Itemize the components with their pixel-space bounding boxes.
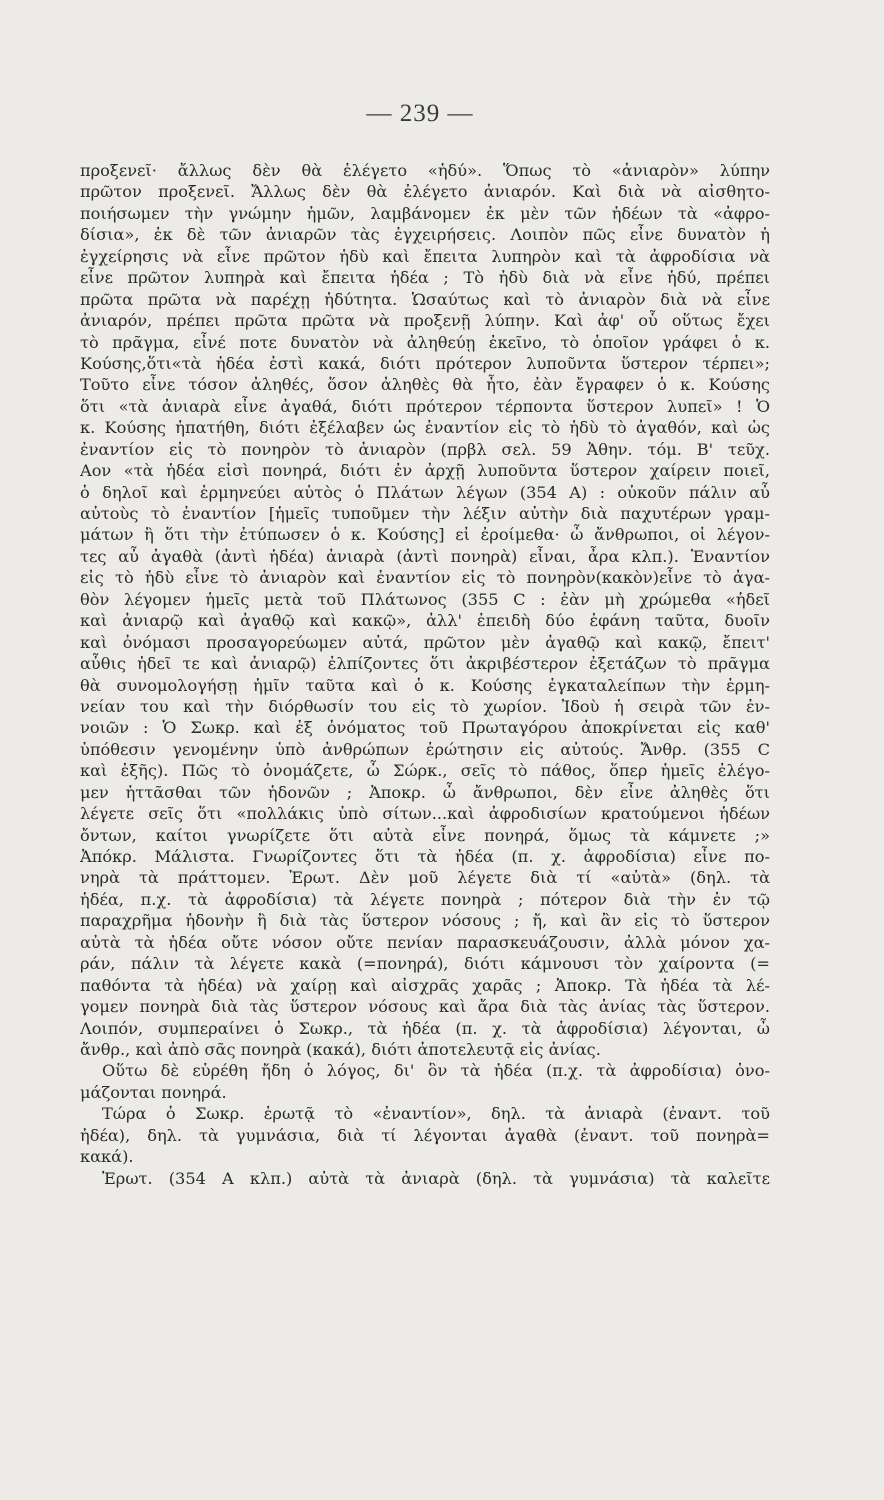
text-line: ἀνιαρόν, πρέπει πρῶτα πρῶτα νὰ προξενῇ λύπην. Καὶ ἀφ' οὗ οὕτως ἔχει: [80, 311, 770, 331]
text-line: ἡδέα, π.χ. τὰ ἀφροδίσια) τὰ λέγετε πονηρὰ ; πότερον διὰ τὴν ἐν τῷ: [80, 889, 770, 909]
text-line: Οὕτω δὲ εὑρέθη ἤδη ὁ λόγος, δι' ὃν τὰ ἡδέα (π.χ. τὰ ἀφροδίσια) ὀνο-: [102, 1061, 770, 1081]
text-line: λέγετε σεῖς ὅτι «πολλάκις ὑπὸ σίτων...καὶ ἀφροδισίων κρατούμενοι ἡδέων: [80, 804, 770, 824]
text-line: εἶνε πρῶτον λυπηρὰ καὶ ἔπειτα ἡδέα ; Τὸ ἡδὺ διὰ νὰ εἶνε ἡδύ, πρέπει: [80, 268, 770, 288]
text-line: ἄνθρ., καὶ ἀπὸ σᾶς πονηρὰ (κακά), διότι ἀποτελευτᾷ εἰς ἀνίας.: [80, 1039, 601, 1059]
text-line: κ. Κούσης ἠπατήθη, διότι ἐξέλαβεν ὡς ἐναντίον εἰς τὸ ἡδὺ τὸ ἀγαθόν, καὶ ὡς: [80, 418, 770, 438]
text-line: θὸν λέγομεν ἡμεῖς μετὰ τοῦ Πλάτωνος (355 C : ἐὰν μὴ χρώμεθα «ἡδεῖ: [80, 589, 770, 609]
text-line: Τώρα ὁ Σωκρ. ἐρωτᾷ τὸ «ἐναντίον», δηλ. τὰ ἀνιαρὰ (ἐναντ. τοῦ: [102, 1104, 770, 1124]
text-line: νείαν του καὶ τὴν διόρθωσίν του εἰς τὸ χωρίον. Ἰδοὺ ἡ σειρὰ τῶν ἐν-: [80, 696, 770, 716]
text-line: Λοιπόν, συμπεραίνει ὁ Σωκρ., τὰ ἡδέα (π. χ. τὰ ἀφροδίσια) λέγονται, ὦ: [80, 1018, 770, 1038]
page-number: — 239 —: [366, 100, 474, 127]
text-line: πρῶτον προξενεῖ. Ἄλλως δὲν θὰ ἐλέγετο ἀνιαρόν. Καὶ διὰ νὰ αἰσθητο-: [80, 182, 770, 202]
text-line: μεν ἡττᾶσθαι τῶν ἡδονῶν ; Ἀποκρ. ὦ ἄνθρωποι, δὲν εἶνε ἀληθὲς ὅτι: [80, 782, 770, 802]
text-line: καὶ ἑξῆς). Πῶς τὸ ὀνομάζετε, ὦ Σώρκ., σεῖς τὸ πάθος, ὅπερ ἡμεῖς ἐλέγο-: [80, 761, 770, 781]
text-line: τες αὖ ἀγαθὰ (ἀντὶ ἡδέα) ἀνιαρὰ (ἀντὶ πονηρὰ) εἶναι, ἆρα κλπ.). Ἐναντίον: [80, 546, 770, 566]
text-line: τὸ πρᾶγμα, εἶνέ ποτε δυνατὸν νὰ ἀληθεύῃ ἐκεῖνο, τὸ ὁποῖον γράφει ὁ κ.: [80, 332, 770, 352]
text-line: αὐτοὺς τὸ ἐναντίον [ἡμεῖς τυποῦμεν τὴν λέξιν αὐτὴν διὰ παχυτέρων γραμ-: [80, 504, 770, 523]
text-line: Ἀπόκρ. Μάλιστα. Γνωρίζοντες ὅτι τὰ ἡδέα (π. χ. ἀφροδίσια) εἶνε πο-: [80, 847, 770, 866]
text-line: αὐτὰ τὰ ἡδέα οὔτε νόσον οὔτε πενίαν παρασκευάζουσιν, ἀλλὰ μόνον χα-: [80, 932, 770, 952]
text-line: μάτων ἢ ὅτι τὴν ἐτύπωσεν ὁ κ. Κούσης] εἰ ἐροίμεθα· ὦ ἄνθρωποι, οἱ λέγον-: [80, 525, 770, 545]
text-line: Κούσης,ὅτι«τὰ ἡδέα ἐστὶ κακά, διότι πρότερον λυποῦντα ὕστερον τέρπει»;: [80, 353, 770, 373]
text-line: παθόντα τὰ ἡδέα) νὰ χαίρῃ καὶ αἰσχρᾶς χαρᾶς ; Ἀποκρ. Τὰ ἡδέα τὰ λέ-: [80, 975, 770, 995]
text-line: ὑπόθεσιν γενομένην ὑπὸ ἀνθρώπων ἐρώτησιν εἰς αὐτούς. Ἄνθρ. (355 C: [80, 739, 770, 759]
text-line: ράν, πάλιν τὰ λέγετε κακὰ (=πονηρά), διότι κάμνουσι τὸν χαίροντα (=: [80, 954, 770, 974]
text-line: ποιήσωμεν τὴν γνώμην ἡμῶν, λαμβάνομεν ἐκ μὲν τῶν ἡδέων τὰ «ἀφρο-: [80, 203, 770, 223]
text-line: πρῶτα πρῶτα νὰ παρέχῃ ἡδύτητα. Ὡσαύτως καὶ τὸ ἀνιαρὸν διὰ νὰ εἶνε: [80, 289, 770, 309]
text-line: Αον «τὰ ἡδέα εἰσὶ πονηρά, διότι ἐν ἀρχῇ λυποῦντα ὕστερον χαίρειν ποιεῖ,: [80, 461, 770, 481]
text-line: προξενεῖ· ἄλλως δὲν θὰ ἐλέγετο «ἡδύ». Ὅπως τὸ «ἀνιαρὸν» λύπην: [80, 161, 770, 180]
text-line: ὄντων, καίτοι γνωρίζετε ὅτι αὐτὰ εἶνε πονηρά, ὅμως τὰ κάμνετε ;»: [80, 825, 770, 845]
text-line: ἐγχείρησις νὰ εἶνε πρῶτον ἡδὺ καὶ ἔπειτα λυπηρὸν καὶ τὰ ἀφροδίσια νὰ: [80, 246, 770, 266]
text-line: καὶ ὀνόμασι προσαγορεύωμεν αὐτά, πρῶτον μὲν ἀγαθῷ καὶ κακῷ, ἔπειτ': [80, 632, 770, 652]
text-line: εἰς τὸ ἡδὺ εἶνε τὸ ἀνιαρὸν καὶ ἐναντίον εἰς τὸ πονηρὸν(κακὸν)εἶνε τὸ ἀγα-: [80, 568, 770, 588]
text-line: δίσια», ἐκ δὲ τῶν ἀνιαρῶν τὰς ἐγχειρήσεις. Λοιπὸν πῶς εἶνε δυνατὸν ἡ: [80, 225, 770, 245]
text-line: ὅτι «τὰ ἀνιαρὰ εἶνε ἀγαθά, διότι πρότερον τέρποντα ὕστερον λυπεῖ» ! Ὁ: [80, 396, 770, 416]
text-line: ὁ δηλοῖ καὶ ἑρμηνεύει αὐτὸς ὁ Πλάτων λέγων (354 Α) : οὐκοῦν πάλιν αὖ: [80, 482, 770, 502]
text-line: Ἐρωτ. (354 Α κλπ.) αὐτὰ τὰ ἀνιαρὰ (δηλ. τὰ γυμνάσια) τὰ καλεῖτε: [102, 1168, 770, 1188]
body-text: [80, 160, 770, 1189]
text-line: καὶ ἀνιαρῷ καὶ ἀγαθῷ καὶ κακῷ», ἀλλ' ἐπειδὴ δύο ἐφάνη ταῦτα, δυοῖν: [80, 611, 770, 631]
text-line: ἐναντίον εἰς τὸ πονηρὸν τὸ ἀνιαρὸν (πρβλ σελ. 59 Ἀθην. τόμ. Β' τεῦχ.: [80, 439, 770, 459]
text-line: ἡδέα), δηλ. τὰ γυμνάσια, διὰ τί λέγονται ἀγαθὰ (ἐναντ. τοῦ πονηρὰ=: [80, 1125, 770, 1145]
text-line: μάζονται πονηρά.: [80, 1082, 227, 1102]
text-line: θὰ συνομολογήσῃ ἡμῖν ταῦτα καὶ ὁ κ. Κούσης ἐγκαταλείπων τὴν ἑρμη-: [80, 675, 770, 695]
text-line: νοιῶν : Ὁ Σωκρ. καὶ ἐξ ὀνόματος τοῦ Πρωταγόρου ἀποκρίνεται εἰς καθ': [80, 718, 770, 738]
text-line: νηρὰ τὰ πράττομεν. Ἐρωτ. Δὲν μοῦ λέγετε διὰ τί «αὐτὰ» (δηλ. τὰ: [80, 868, 770, 888]
text-line: γομεν πονηρὰ διὰ τὰς ὕστερον νόσους καὶ ἄρα διὰ τὰς ἀνίας τὰς ὕστερον.: [80, 997, 770, 1017]
text-line: κακά).: [80, 1147, 134, 1167]
text-line: αὖθις ἡδεῖ τε καὶ ἀνιαρῷ) ἐλπίζοντες ὅτι ἀκριβέστερον ἐξετάζων τὸ πρᾶγμα: [80, 654, 770, 674]
text-line: Τοῦτο εἶνε τόσον ἀληθές, ὅσον ἀληθὲς θὰ ἦτο, ἐὰν ἔγραφεν ὁ κ. Κούσης: [80, 375, 770, 395]
text-line: παραχρῆμα ἡδονὴν ἢ διὰ τὰς ὕστερον νόσους ; ἤ, καὶ ἂν εἰς τὸ ὕστερον: [80, 911, 770, 931]
